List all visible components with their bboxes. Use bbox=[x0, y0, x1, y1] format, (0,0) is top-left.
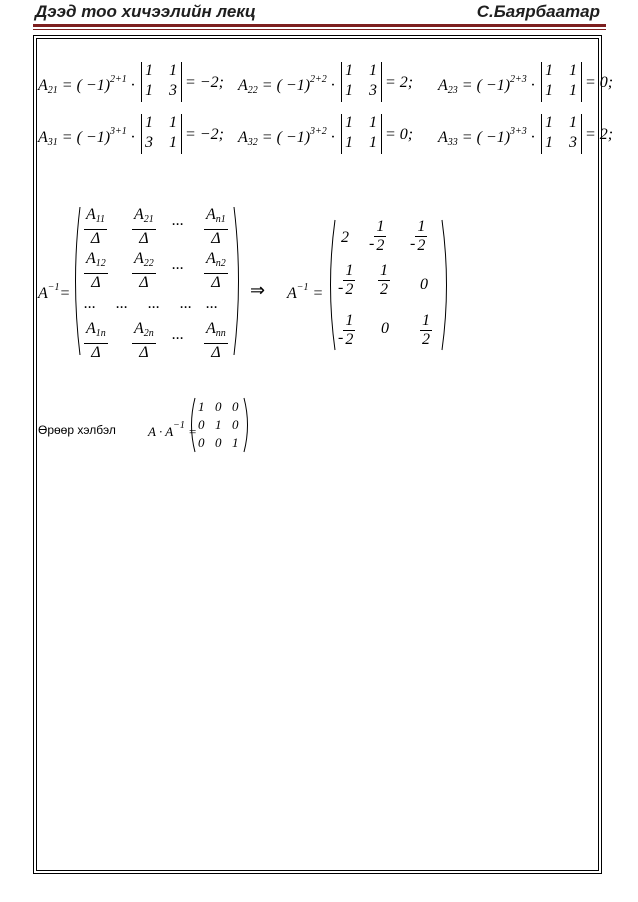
identity-cell: 0 bbox=[215, 399, 222, 414]
denominator: Δ bbox=[211, 274, 221, 291]
inverse-lhs: $A^{-1}=$ bbox=[38, 282, 71, 302]
cofactor-result: = −2; bbox=[185, 74, 224, 91]
cell-1-2: - $\frac{1}{2}$ bbox=[369, 218, 385, 254]
cofactor-dot: · bbox=[326, 77, 335, 94]
num-subscript: 21 bbox=[143, 214, 154, 225]
denominator: Δ bbox=[139, 274, 149, 291]
check-expr: $A \cdot A^{-1}$ = bbox=[148, 420, 197, 439]
cofactor-eq: = ( −1) bbox=[257, 77, 311, 94]
cofactor-23 bbox=[438, 74, 535, 96]
cofactor-32 bbox=[238, 126, 335, 148]
cofactor-subscript: 21 bbox=[47, 85, 58, 96]
det-cell: 1 bbox=[545, 134, 553, 151]
cofactor-result: = 0; bbox=[385, 126, 414, 143]
identity-cell: 0 bbox=[198, 417, 205, 432]
det-cell: 1 bbox=[545, 114, 553, 131]
ellipsis: ... bbox=[148, 295, 160, 312]
cofactor-dot: · bbox=[526, 77, 535, 94]
author-name: С.Баярбаатар bbox=[476, 2, 600, 21]
numerator bbox=[204, 206, 228, 230]
det-bar-right bbox=[381, 114, 382, 154]
element-A21 bbox=[132, 206, 156, 248]
right-paren bbox=[232, 205, 244, 357]
identity-cell: 0 bbox=[198, 435, 205, 450]
cofactor-21 bbox=[38, 74, 135, 96]
cofactor-exponent: 3+3 bbox=[510, 126, 527, 137]
det-cell: 1 bbox=[369, 62, 377, 79]
det-cell: 1 bbox=[345, 82, 353, 99]
numerator bbox=[84, 250, 108, 274]
cell-3-2: 0 bbox=[381, 320, 389, 337]
cofactor-31 bbox=[38, 126, 135, 148]
cofactor-result: = 2; bbox=[585, 126, 614, 143]
page-frame bbox=[33, 35, 602, 874]
cofactor-symbol: A bbox=[38, 77, 48, 94]
cofactor-dot: · bbox=[126, 77, 135, 94]
num-symbol: A bbox=[206, 206, 216, 223]
det-cell: 1 bbox=[145, 62, 153, 79]
cell-3-1: - $\frac{1}{2}$ bbox=[338, 312, 354, 348]
det-cell: 3 bbox=[369, 82, 377, 99]
cofactor-result: = 2; bbox=[385, 74, 414, 91]
numerator bbox=[204, 250, 228, 274]
num-subscript: n1 bbox=[215, 214, 226, 225]
numerator bbox=[132, 320, 156, 344]
num-subscript: 12 bbox=[95, 258, 106, 269]
det-cell: 1 bbox=[569, 114, 577, 131]
cell-2-2: $\frac{1}{2}$ bbox=[380, 262, 388, 298]
fraction bbox=[84, 250, 108, 292]
num-subscript: nn bbox=[215, 328, 226, 339]
det-bar-left bbox=[341, 114, 342, 154]
denominator: Δ bbox=[91, 274, 101, 291]
fraction bbox=[84, 320, 108, 362]
num-symbol: A bbox=[206, 250, 216, 267]
det-cell: 1 bbox=[345, 114, 353, 131]
fraction bbox=[204, 206, 228, 248]
numerator bbox=[204, 320, 228, 344]
cofactor-eq: = ( −1) bbox=[457, 129, 511, 146]
cell-1-3: - $\frac{1}{2}$ bbox=[410, 218, 426, 254]
element-A11 bbox=[84, 206, 107, 248]
inverse-specific-lhs: $A^{-1}$ = bbox=[287, 282, 324, 302]
cofactor-eq: = ( −1) bbox=[457, 77, 511, 94]
cofactor-subscript: 31 bbox=[47, 137, 58, 148]
num-subscript: 2n bbox=[143, 328, 154, 339]
cofactor-exponent: 2+2 bbox=[310, 74, 327, 85]
num-subscript: n2 bbox=[215, 258, 226, 269]
det-cell: 3 bbox=[145, 134, 153, 151]
fraction bbox=[84, 206, 107, 248]
element-Ann bbox=[204, 320, 228, 362]
ellipsis: ... bbox=[180, 295, 192, 312]
fraction bbox=[204, 320, 228, 362]
num-symbol: A bbox=[86, 320, 96, 337]
det-bar-right bbox=[381, 62, 382, 102]
num-symbol: A bbox=[206, 320, 216, 337]
num-symbol: A bbox=[86, 250, 96, 267]
det-cell: 1 bbox=[545, 82, 553, 99]
cofactor-33 bbox=[438, 126, 535, 148]
cell-2-3: 0 bbox=[420, 276, 428, 293]
fraction bbox=[204, 250, 228, 292]
identity-cell: 1 bbox=[215, 417, 222, 432]
cofactor-dot: · bbox=[526, 129, 535, 146]
det-bar-right bbox=[581, 62, 582, 102]
det-bar-right bbox=[181, 114, 182, 154]
cofactor-subscript: 23 bbox=[447, 85, 458, 96]
cofactor-result: = −2; bbox=[185, 126, 224, 143]
det-cell: 1 bbox=[569, 62, 577, 79]
cofactor-subscript: 33 bbox=[447, 137, 458, 148]
det-bar-left bbox=[541, 114, 542, 154]
denominator: Δ bbox=[139, 230, 149, 247]
cofactor-symbol: A bbox=[438, 129, 448, 146]
cell-1-1: 2 bbox=[341, 229, 349, 246]
header-rule-thin bbox=[33, 29, 606, 30]
det-cell: 1 bbox=[169, 114, 177, 131]
cofactor-exponent: 3+1 bbox=[110, 126, 127, 137]
element-A2n bbox=[132, 320, 156, 362]
det-cell: 1 bbox=[169, 62, 177, 79]
numerator bbox=[84, 206, 107, 230]
det-cell: 1 bbox=[169, 134, 177, 151]
implies-arrow: ⇒ bbox=[250, 280, 266, 300]
det-bar-left bbox=[541, 62, 542, 102]
check-label: Өрөөр хэлбэл bbox=[38, 423, 116, 437]
det-cell: 3 bbox=[169, 82, 177, 99]
cofactor-eq: = ( −1) bbox=[57, 77, 111, 94]
left-paren-specific bbox=[325, 218, 337, 352]
cell-3-3: $\frac{1}{2}$ bbox=[422, 312, 430, 348]
det-bar-left bbox=[141, 62, 142, 102]
cofactor-eq: = ( −1) bbox=[257, 129, 311, 146]
det-bar-left bbox=[141, 114, 142, 154]
identity-cell: 0 bbox=[232, 417, 239, 432]
num-symbol: A bbox=[134, 320, 144, 337]
det-cell: 1 bbox=[545, 62, 553, 79]
num-subscript: 11 bbox=[95, 214, 106, 225]
element-An2 bbox=[204, 250, 228, 292]
det-cell: 1 bbox=[145, 114, 153, 131]
ellipsis: ... bbox=[84, 295, 96, 312]
det-cell: 3 bbox=[569, 134, 577, 151]
fraction bbox=[132, 206, 156, 248]
cofactor-exponent: 2+1 bbox=[110, 74, 127, 85]
cofactor-symbol: A bbox=[438, 77, 448, 94]
det-cell: 1 bbox=[345, 134, 353, 151]
cofactor-subscript: 22 bbox=[247, 85, 258, 96]
element-A12 bbox=[84, 250, 108, 292]
det-cell: 1 bbox=[569, 82, 577, 99]
cofactor-result: = 0; bbox=[585, 74, 614, 91]
lecture-title: Дээд тоо хичээлийн лекц bbox=[35, 2, 256, 21]
ellipsis: ... bbox=[172, 326, 184, 343]
numerator bbox=[132, 206, 156, 230]
ellipsis: ... bbox=[116, 295, 128, 312]
num-symbol: A bbox=[134, 250, 144, 267]
fraction bbox=[132, 320, 156, 362]
det-cell: 1 bbox=[345, 62, 353, 79]
num-subscript: 22 bbox=[143, 258, 154, 269]
det-cell: 1 bbox=[145, 82, 153, 99]
cofactor-exponent: 2+3 bbox=[510, 74, 527, 85]
fraction bbox=[132, 250, 156, 292]
right-paren-specific bbox=[440, 218, 452, 352]
element-A22 bbox=[132, 250, 156, 292]
identity-cell: 0 bbox=[215, 435, 222, 450]
element-An1 bbox=[204, 206, 228, 248]
num-symbol: A bbox=[86, 206, 96, 223]
ellipsis: ... bbox=[172, 212, 184, 229]
cofactor-symbol: A bbox=[238, 129, 248, 146]
cofactor-symbol: A bbox=[238, 77, 248, 94]
det-bar-right bbox=[181, 62, 182, 102]
det-bar-left bbox=[341, 62, 342, 102]
cell-2-1: - $\frac{1}{2}$ bbox=[338, 262, 354, 298]
page-header bbox=[0, 0, 638, 30]
header-rule-thick bbox=[33, 24, 606, 27]
identity-cell: 0 bbox=[232, 399, 239, 414]
det-cell: 1 bbox=[369, 134, 377, 151]
cofactor-22 bbox=[238, 74, 335, 96]
left-paren-identity bbox=[187, 396, 197, 454]
cofactor-dot: · bbox=[326, 129, 335, 146]
num-subscript: 1n bbox=[95, 328, 106, 339]
denominator: Δ bbox=[211, 344, 221, 361]
identity-cell: 1 bbox=[232, 435, 239, 450]
denominator: Δ bbox=[211, 230, 221, 247]
cofactor-dot: · bbox=[126, 129, 135, 146]
identity-cell: 1 bbox=[198, 399, 205, 414]
denominator: Δ bbox=[91, 344, 101, 361]
num-symbol: A bbox=[134, 206, 144, 223]
numerator bbox=[84, 320, 108, 344]
numerator bbox=[132, 250, 156, 274]
element-A1n bbox=[84, 320, 108, 362]
cofactor-exponent: 3+2 bbox=[310, 126, 327, 137]
denominator: Δ bbox=[90, 230, 101, 247]
denominator: Δ bbox=[139, 344, 149, 361]
cofactor-symbol: A bbox=[38, 129, 48, 146]
det-cell: 1 bbox=[369, 114, 377, 131]
left-paren bbox=[70, 205, 82, 357]
det-bar-right bbox=[581, 114, 582, 154]
cofactor-subscript: 32 bbox=[247, 137, 258, 148]
cofactor-eq: = ( −1) bbox=[57, 129, 111, 146]
right-paren-identity bbox=[242, 396, 252, 454]
ellipsis: ... bbox=[206, 295, 218, 312]
ellipsis: ... bbox=[172, 256, 184, 273]
